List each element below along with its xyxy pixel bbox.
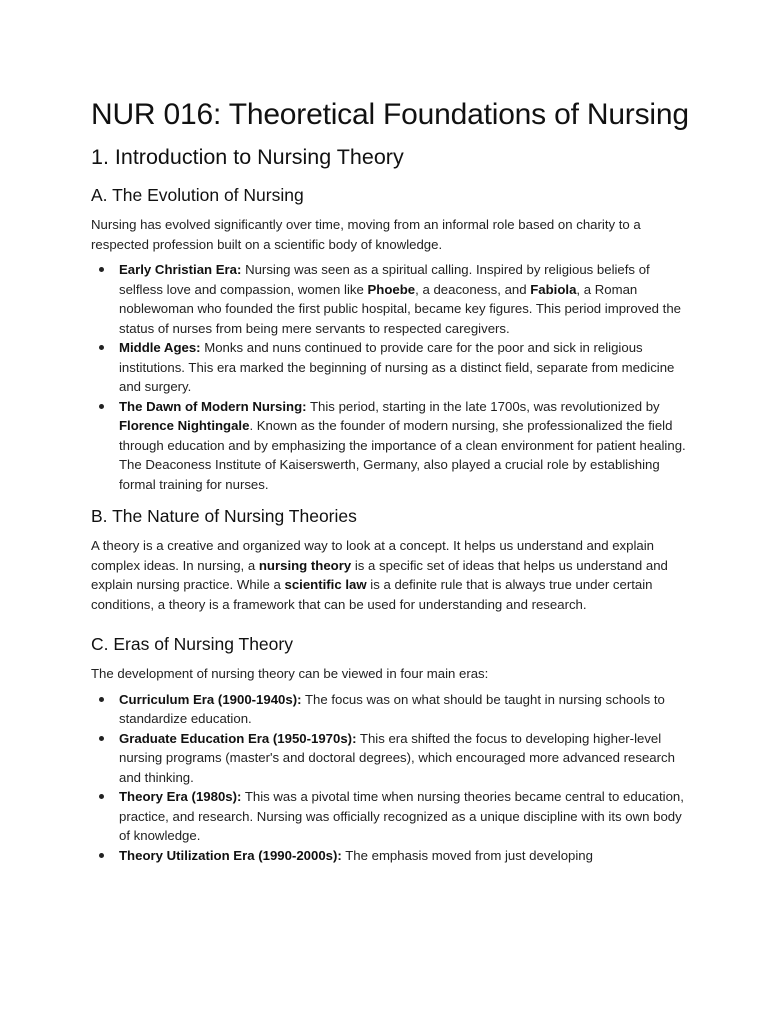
- item-label: Theory Era (1980s):: [119, 789, 242, 804]
- section-heading-introduction: 1. Introduction to Nursing Theory: [91, 145, 404, 169]
- list-item-graduate-education-era: Graduate Education Era (1950-1970s): This era shifted the focus to developing higher-level nursing programs (master's and doctoral degrees), which encouraged more advanced research and thinking.: [119, 729, 690, 788]
- list-item-theory-era: Theory Era (1980s): This was a pivotal time when nursing theories became central to education, practice, and research. Nursing was officially recognized as a unique discipline with its own body of knowledge.: [119, 787, 690, 846]
- paragraph-eras-intro: The development of nursing theory can be viewed in four main eras:: [91, 666, 489, 681]
- subsection-heading-evolution: A. The Evolution of Nursing: [91, 185, 304, 205]
- list-item-theory-utilization-era: Theory Utilization Era (1990-2000s): The emphasis moved from just developing: [119, 846, 690, 866]
- paragraph-evolution-intro: Nursing has evolved significantly over time, moving from an informal role based on charity to a respected profession built on a scientific body of knowledge.: [91, 217, 641, 252]
- page-title: NUR 016: Theoretical Foundations of Nursing: [91, 98, 689, 131]
- list-item-modern-nursing: The Dawn of Modern Nursing: This period, starting in the late 1700s, was revolutionized by Florence Nightingale. Known as the founder of modern nursing, she professionalized the field through education and by emphasizing the importance of a clean environment for patient healing. The Deaconess Institute of Kaiserswerth, Germany, also played a crucial role by establishing formal training for nurses.: [119, 397, 690, 495]
- subsection-heading-eras: C. Eras of Nursing Theory: [91, 634, 293, 654]
- item-label: The Dawn of Modern Nursing:: [119, 398, 307, 414]
- list-item-middle-ages: Middle Ages: Monks and nuns continued to provide care for the poor and sick in religious institutions. This era marked the beginning of nursing as a distinct field, separate from medicine and surgery.: [119, 338, 690, 397]
- item-label: Curriculum Era (1900-1940s):: [119, 691, 302, 707]
- list-item-curriculum-era: Curriculum Era (1900-1940s): The focus was on what should be taught in nursing schools to standardize education.: [119, 690, 690, 729]
- paragraph-nature-of-theories: A theory is a creative and organized way to look at a concept. It helps us understand and explain complex ideas. In nursing, a nursing theory is a specific set of ideas that helps us understand and explain nursing practice. While a scientific law is a definite rule that is always true under certain conditions, a theory is a framework that can be used for understanding and research.: [91, 538, 668, 612]
- subsection-heading-nature-of-theories: B. The Nature of Nursing Theories: [91, 506, 357, 526]
- item-label: Early Christian Era:: [119, 262, 242, 277]
- item-label: Theory Utilization Era (1990-2000s):: [119, 847, 342, 863]
- item-label: Middle Ages:: [119, 340, 201, 355]
- eras-list: [91, 690, 690, 866]
- item-label: Graduate Education Era (1950-1970s):: [119, 730, 357, 746]
- evolution-list: [91, 260, 690, 494]
- list-item-early-christian-era: Early Christian Era: Nursing was seen as a spiritual calling. Inspired by religious beliefs of selfless love and compassion, women like Phoebe, a deaconess, and Fabiola, a Roman noblewoman who founded the first public hospital, became key figures. This period improved the status of nurses from being mere servants to respected caregivers.: [119, 260, 690, 338]
